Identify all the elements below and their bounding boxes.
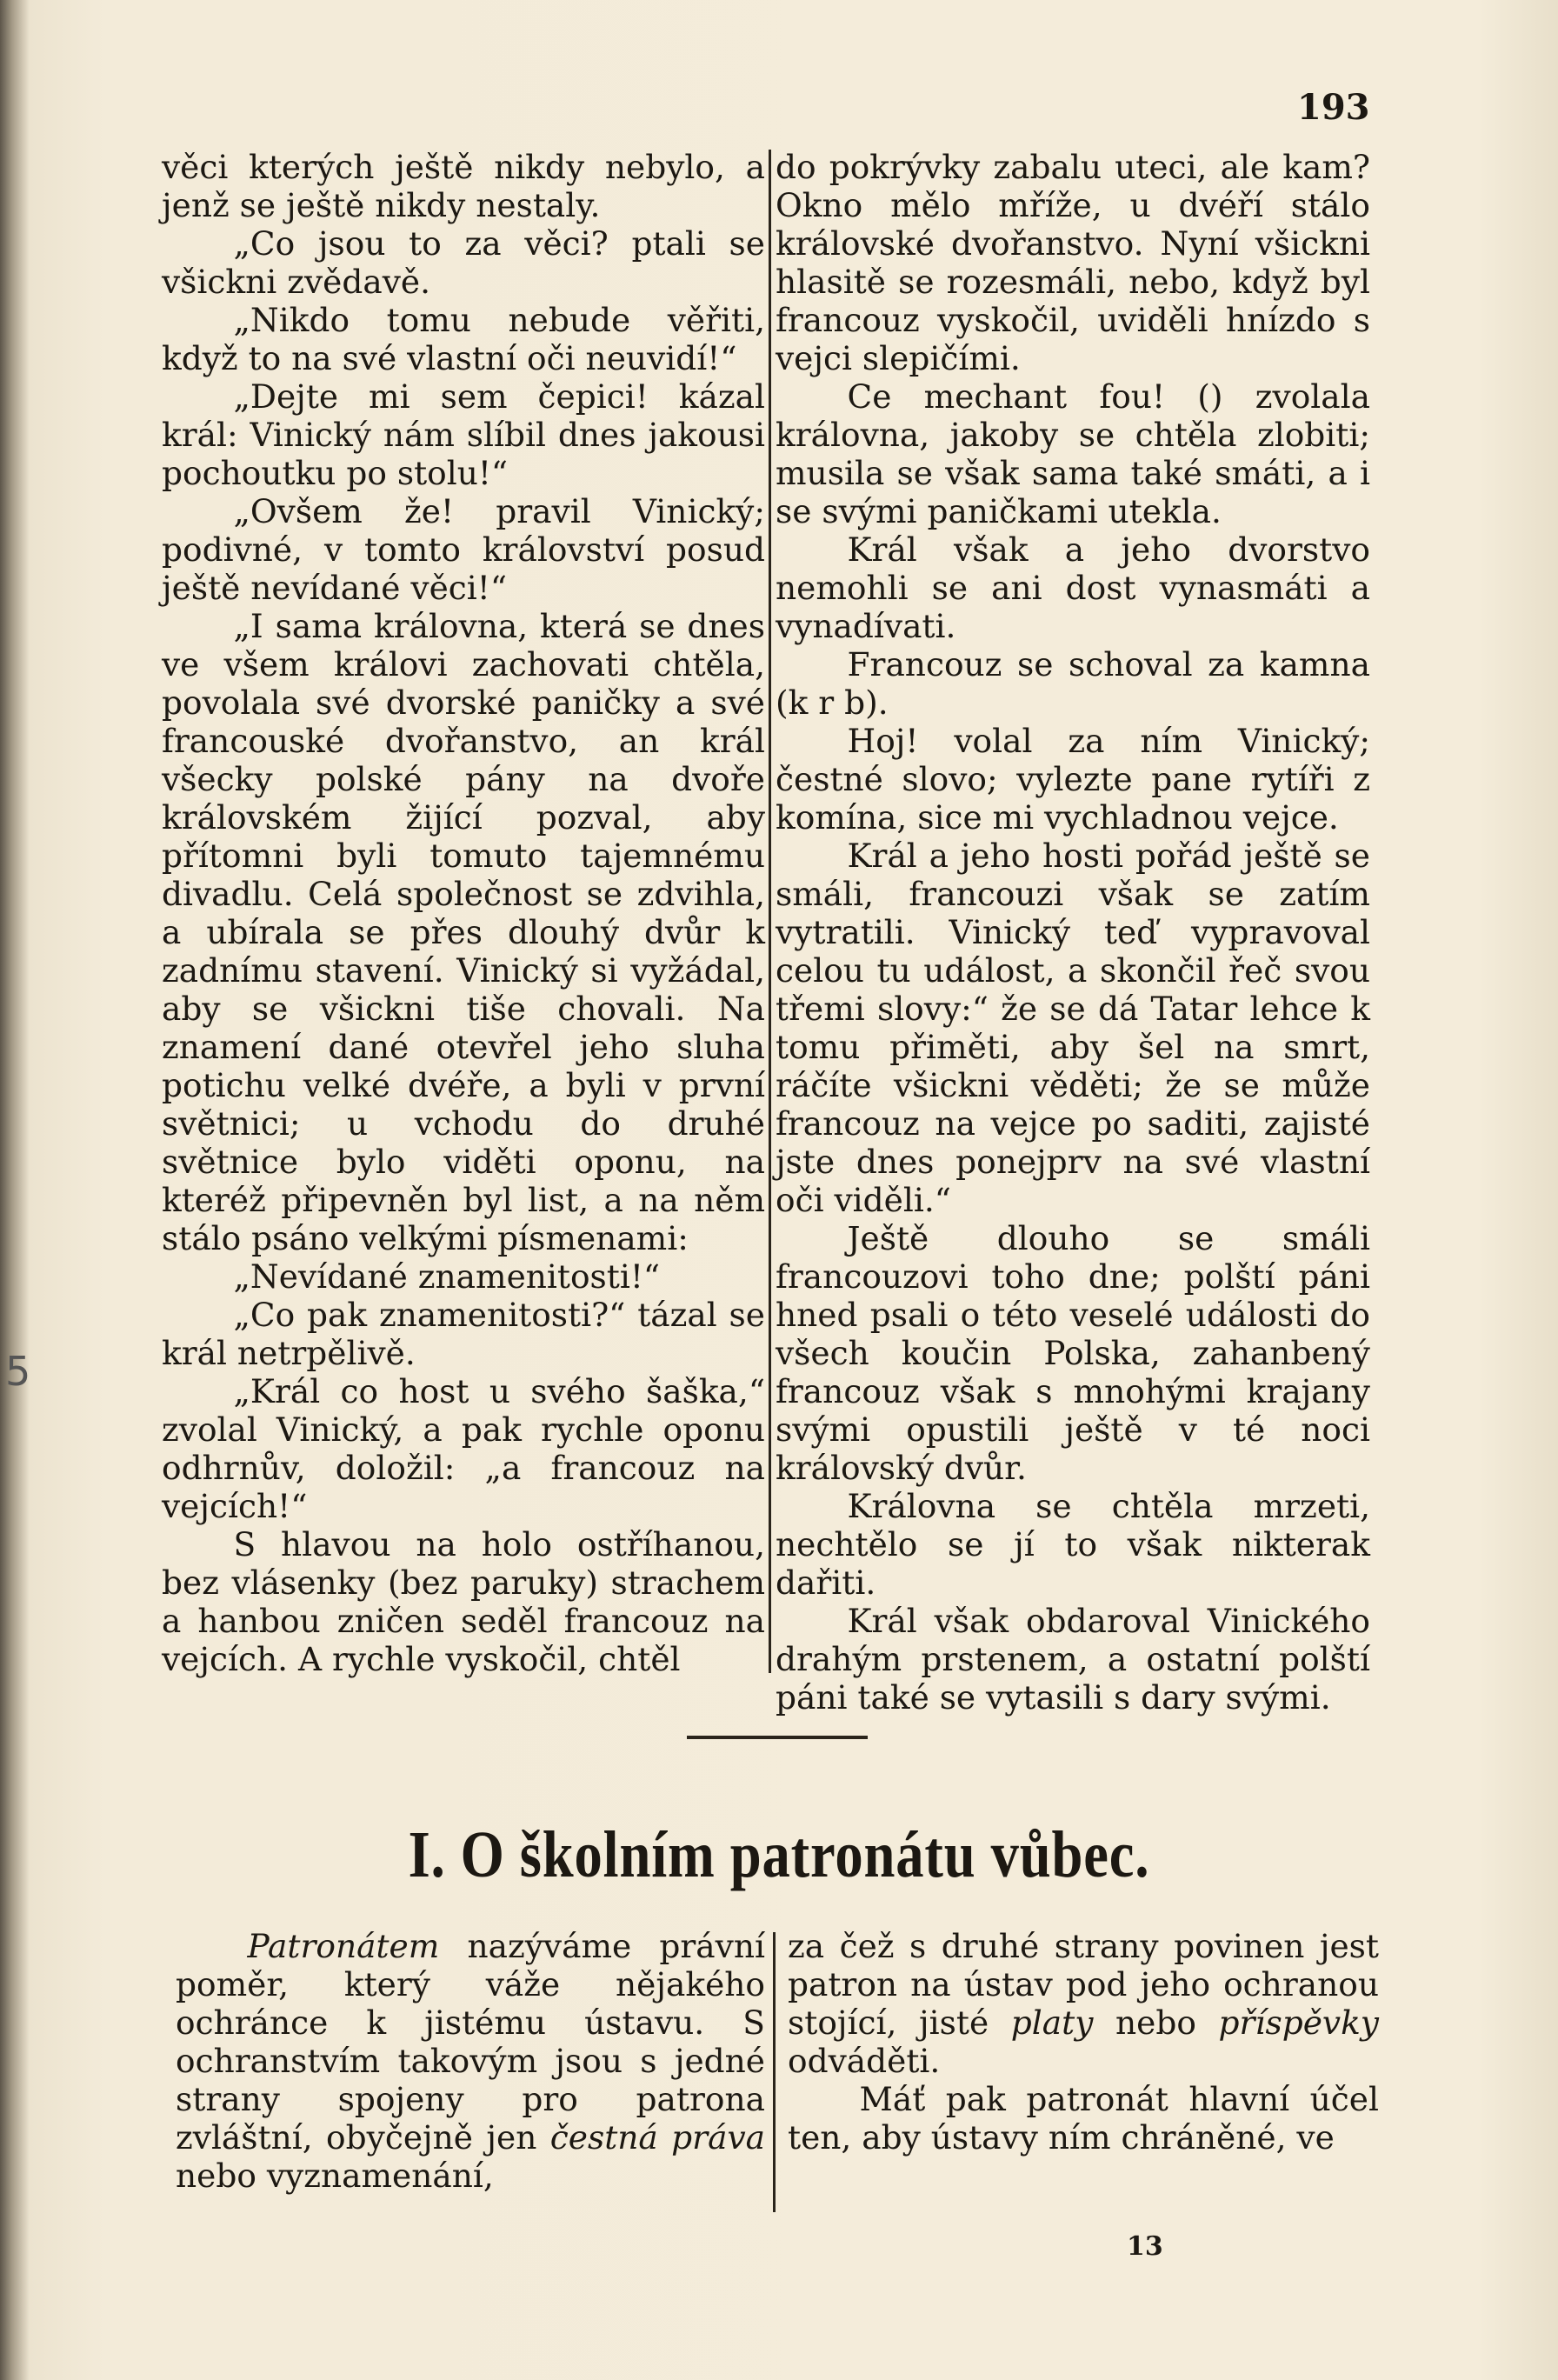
paragraph: do pokrývky zabalu uteci, ale kam? Okno mělo mříže, u dvéří stálo královské dvořanstvo. Nyní všickni hlasitě se rozesmáli, nebo, když byl francouz vyskočil, uviděli hnízdo s vejci slepičími.	[776, 148, 1370, 377]
text-run: nebo	[1093, 2003, 1219, 2042]
story-column-right	[776, 148, 1370, 1717]
paragraph: Máť pak patronát hlavní účel ten, aby ústavy ním chráněné, ve	[788, 2080, 1379, 2157]
story-column-left	[162, 148, 765, 1678]
emphasis: čestná práva	[549, 2118, 765, 2157]
emphasis: příspěvky	[1218, 2003, 1379, 2042]
paragraph: Ce mechant fou! () zvolala královna, jakoby se chtěla zlobiti; musila se však sama také smáti, a i se svými paničkami utekla.	[776, 377, 1370, 530]
text-run: nazýváme právní poměr, který váže nějakého ochránce k jistému ústavu. S ochranstvím takovým jsou s jedné strany spojeny pro patrona zvláštní, obyčejně jen	[176, 1927, 765, 2157]
paragraph: Hoj! volal za ním Vinický; čestné slovo; vylezte pane rytíři z komína, sice mi vychladnou vejce.	[776, 722, 1370, 837]
text-run: odváděti.	[788, 2042, 941, 2080]
page-number: 193	[1297, 87, 1370, 128]
paragraph: „Nikdo tomu nebude věřiti, když to na své vlastní oči neuvidí!“	[162, 301, 765, 377]
paragraph: „Co pak znamenitosti?“ tázal se král netrpělivě.	[162, 1296, 765, 1372]
section-heading: I. O školním patronátu vůbec.	[408, 1818, 1150, 1891]
paragraph: „Ovšem že! pravil Vinický; podivné, v tomto království posud ještě nevídané věci!“	[162, 492, 765, 607]
paragraph: Královna se chtěla mrzeti, nechtělo se jí to však nikterak dařiti.	[776, 1487, 1370, 1602]
paragraph: „Král co host u svého šaška,“ zvolal Vinický, a pak rychle oponu odhrnův, doložil: „a francouz na vejcích!“	[162, 1372, 765, 1525]
paragraph: „I sama královna, která se dnes ve všem královi zachovati chtěla, povolala své dvorské paničky a své francouské dvořanstvo, an král všecky polské pány na dvoře královském žijící pozval, aby přítomni byli tomuto tajemnému divadlu. Celá společnost se zdvihla, a ubírala se přes dlouhý dvůr k zadnímu stavení. Vinický si vyžádal, aby se všickni tiše chovali. Na znamení dané otevřel jeho sluha potichu velké dvéře, a byli v první světnici; u vchodu do druhé světnice bylo viděti oponu, na kteréž připevněn byl list, a na něm stálo psáno velkými písmenami:	[162, 607, 765, 1257]
paragraph: věci kterých ještě nikdy nebylo, a jenž se ještě nikdy nestaly.	[162, 148, 765, 224]
paragraph: „Nevídané znamenitosti!“	[233, 1257, 661, 1296]
paragraph: Král však obdaroval Vinického drahým prstenem, a ostatní polští páni také se vytasili s dary svými.	[776, 1602, 1370, 1717]
paragraph: S hlavou na holo ostříhanou, bez vlásenky (bez paruky) strachem a hanbou zničen seděl francouz na vejcích. A rychle vyskočil, chtěl	[162, 1525, 765, 1678]
paragraph: Francouz se schoval za kamna (k r b).	[776, 645, 1370, 722]
printer-signature-mark: 13	[1127, 2231, 1163, 2262]
paragraph: Král a jeho hosti pořád ještě se smáli, francouzi však se zatím vytratili. Vinický teď vypravoval celou tu událost, a skončil řeč svou třemi slovy:“ že se dá Tatar lehce k tomu přiměti, aby šel na smrt, ráčíte všickni věděti; že se může francouz na vejce po saditi, zajisté jste dnes ponejprv na své vlastní oči viděli.“	[776, 837, 1370, 1219]
paragraph: „Dejte mi sem čepici! kázal král: Vinický nám slíbil dnes jakousi pochoutku po stolu!“	[162, 377, 765, 492]
paragraph: Ještě dlouho se smáli francouzovi toho dne; polští páni hned psali o této veselé události do všech koučin Polska, zahanbený francouz však s mnohými krajany svými opustili ještě v té noci královský dvůr.	[776, 1219, 1370, 1487]
paragraph	[176, 1927, 765, 2195]
paragraph	[788, 1927, 1379, 2080]
term-italic: Patronátem	[247, 1927, 440, 1965]
section-column-left	[176, 1927, 765, 2195]
paragraph: „Co jsou to za věci? ptali se všickni zvědavě.	[162, 224, 765, 301]
column-divider	[773, 1932, 776, 2212]
column-divider	[769, 150, 771, 1673]
section-column-right	[788, 1927, 1379, 2157]
emphasis: platy	[1010, 2003, 1094, 2042]
section-separator-rule	[687, 1736, 868, 1739]
text-run: za čež s druhé strany povinen jest patron na ústav pod jeho ochranou stojící, jisté	[788, 1927, 1379, 2042]
margin-pencil-mark: 5	[5, 1348, 31, 1395]
paragraph: Král však a jeho dvorstvo nemohli se ani dost vynasmáti a vynadívati.	[776, 530, 1370, 645]
text-run: nebo vyznamenání,	[176, 2157, 494, 2195]
